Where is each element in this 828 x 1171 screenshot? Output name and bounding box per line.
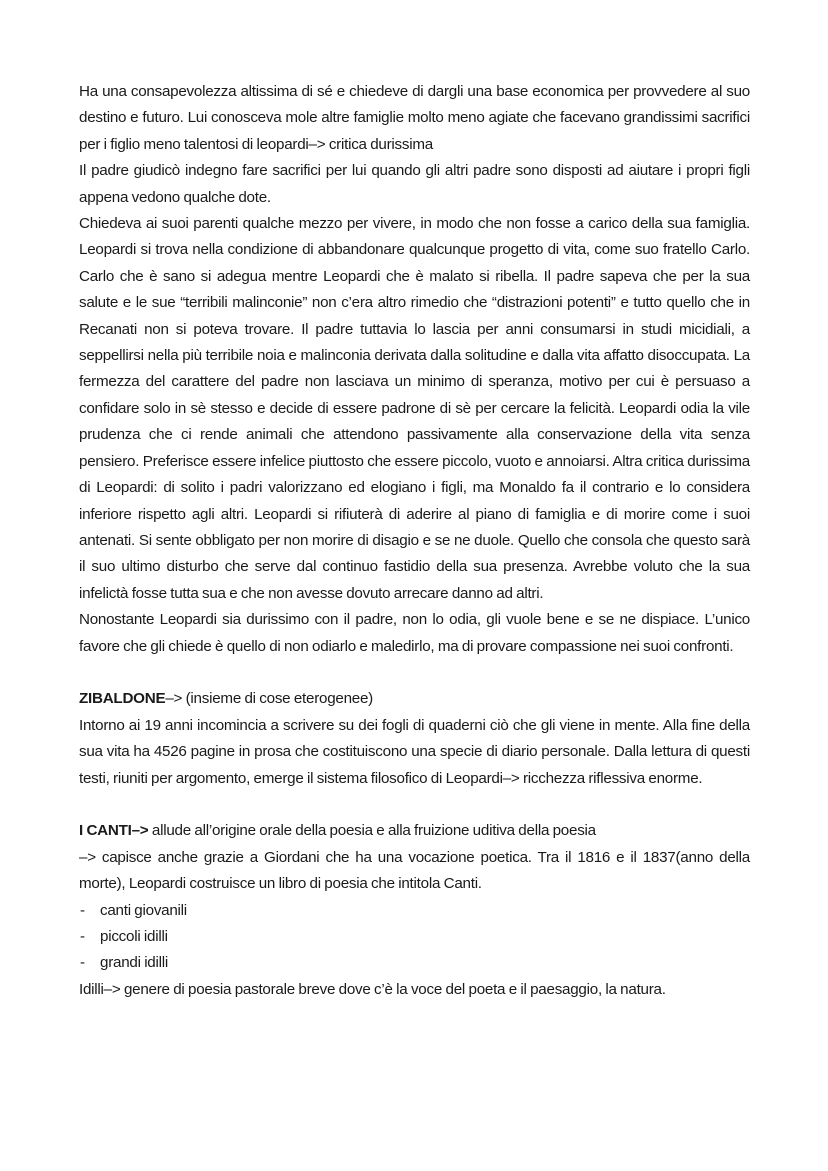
zibaldone-heading: ZIBALDONE [79, 690, 166, 708]
paragraph-nonostante: Nonostante Leopardi sia durissimo con il padre, non lo odia, gli vuole bene e se ne dispiace. L’unico favore che gli chiede è quello di non odiarlo e maledirlo, ma di provare compassione nei suoi confronti. [79, 611, 750, 655]
list-item-text: grandi idilli [100, 954, 169, 972]
list-item [79, 924, 750, 950]
zibaldone-arrow-note: –> (insieme di cose eterogenee) [165, 690, 373, 708]
canti-heading: I CANTI–> [79, 822, 149, 840]
canti-intro: allude all’origine orale della poesia e alla fruizione uditiva della poesia [148, 822, 596, 840]
canti-body: –> capisce anche grazie a Giordani che ha una vocazione poetica. Tra il 1816 e il 1837(anno della morte), Leopardi costruisce un libro di poesia che intitola Canti. [79, 848, 750, 893]
paragraph-padre-giudico: Il padre giudicò indegno fare sacrifici per lui quando gli altri padre sono disposti ad aiutare i propri figli appena vedono qualche dote. [79, 162, 750, 206]
list-item [79, 950, 750, 976]
list-bullet: - [80, 954, 85, 972]
list-bullet: - [80, 901, 85, 919]
list-item-text: piccoli idilli [100, 927, 168, 945]
canti-list [79, 898, 750, 977]
list-bullet: - [80, 927, 85, 945]
document-page [79, 79, 750, 1003]
idilli-definition: Idilli–> genere di poesia pastorale breve dove c’è la voce del poeta e il paesaggio, la natura. [79, 980, 666, 998]
paragraph-chiedeva: Chiedeva ai suoi parenti qualche mezzo per vivere, in modo che non fosse a carico della sua famiglia. Leopardi si trova nella condizione di abbandonare qualcunque progetto di vita, come suo fratello Carlo. Carlo che è sano si adegua mentre Leopardi che è malato si ribella. Il padre sapeva che per la sua salute e le sue “terribili malinconie” non c’era altro rimedio che “distrazioni potenti” e tutto quello che in Recanati non si poteva trovare. Il padre tuttavia lo lascia per anni consumarsi in studi micidiali, a seppellirsi nella più terribile noia e malinconia derivata dalla solitudine e dalla vita affatto disoccupata. La fermezza del carattere del padre non lasciava un minimo di speranza, motivo per cui è persuaso a confidare solo in sè stesso e decide di essere padrone di sè per cercare la felicità. Leopardi odia la vile prudenza che ci rende animali che attendono passivamente alla conservazione della vita senza pensiero. Preferisce essere infelice piuttosto che essere piccolo, vuoto e annoiarsi. Altra critica durissima di Leopardi: di solito i padri valorizzano ed elogiano i figli, ma Monaldo fa il contrario e lo considera inferiore rispetto agli altri. Leopardi si rifiuterà di aderire al piano di famiglia e di morire come i suoi antenati. Si sente obbligato per non morire di disagio e se ne duole. Quello che consola che questo sarà il suo ultimo disturbo che serve dal continuo fastidio della sua presenza. Avrebbe voluto che la sua infelictà fosse tutta sua e che non avesse dovuto arrecare danno ad altri. [79, 215, 750, 602]
list-item [79, 898, 750, 924]
canti-heading-line [79, 818, 750, 844]
zibaldone-body: Intorno ai 19 anni incomincia a scrivere su dei fogli di quaderni ciò che gli viene in mente. Alla fine della sua vita ha 4526 pagine in prosa che costituiscono una specie di diario personale. Dalla lettura di questi testi, riuniti per argomento, emerge il sistema filosofico di Leopardi–> ricchezza riflessiva enorme. [79, 716, 750, 787]
spacer [79, 792, 750, 818]
list-item-text: canti giovanili [100, 901, 187, 919]
spacer [79, 660, 750, 686]
paragraph-consapevolezza: Ha una consapevolezza altissima di sé e chiedeve di dargli una base economica per provvedere al suo destino e futuro. Lui conosceva mole altre famiglie molto meno agiate che facevano grandissimi sacrifici per i figlio meno talentosi di leopardi–> critica durissima [79, 83, 750, 153]
zibaldone-heading-line [79, 686, 750, 712]
